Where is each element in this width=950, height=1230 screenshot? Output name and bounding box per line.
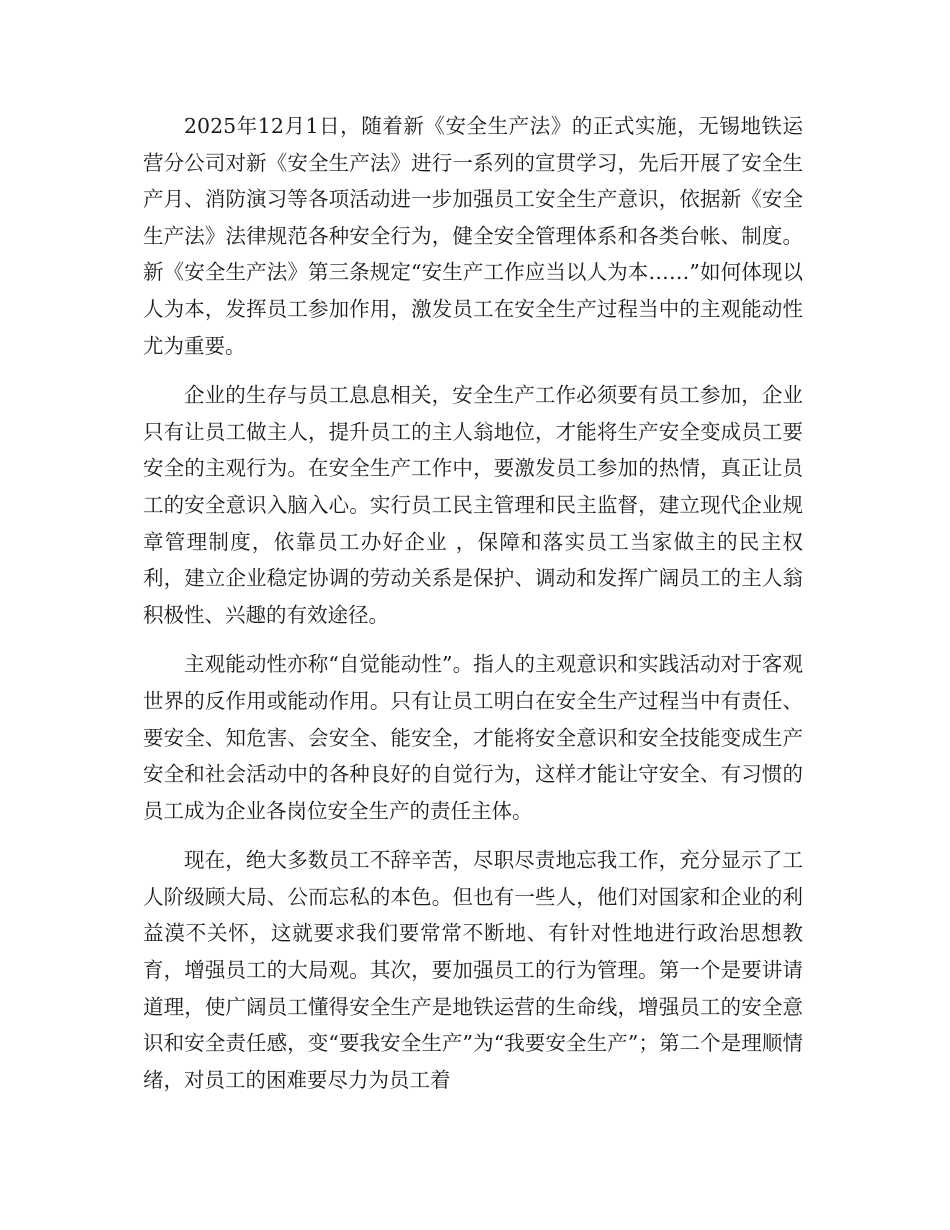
paragraph-1: 2025年12月1日，随着新《安全生产法》的正式实施，无锡地铁运营分公司对新《安全生产法》进行一系列的宣贯学习，先后开展了安全生产月、消防演习等各项活动进一步加强员工安全生产意识，依据新《安全生产法》法律规范各种安全行为，健全安全管理体系和各类台帐、制度。新《安全生产法》第三条规定“安生产工作应当以人为本……”如何体现以人为本，发挥员工参加作用，激发员工在安全生产过程当中的主观能动性尤为重要。 bbox=[143, 114, 803, 358]
paragraph-4: 现在，绝大多数员工不辞辛苦，尽职尽责地忘我工作，充分显示了工人阶级顾大局、公而忘私的本色。但也有一些人，他们对国家和企业的利益漠不关怀，这就要求我们要常常不断地、有针对性地进行政治思想教育，增强员工的大局观。其次，要加强员工的行为管理。第一个是要讲请道理，使广阔员工懂得安全生产是地铁运营的生命线，增强员工的安全意识和安全责任感，变“要我安全生产”为“我要安全生产”；第二个是理顺情绪，对员工的困难要尽力为员工着 bbox=[143, 848, 803, 1092]
document-body bbox=[143, 108, 803, 1111]
paragraph-3: 主观能动性亦称“自觉能动性”。指人的主观意识和实践活动对于客观世界的反作用或能动作用。只有让员工明白在安全生产过程当中有责任、要安全、知危害、会安全、能安全，才能将安全意识和安全技能变成生产安全和社会活动中的各种良好的自觉行为，这样才能让守安全、有习惯的员工成为企业各岗位安全生产的责任主体。 bbox=[143, 652, 803, 823]
paragraph-2: 企业的生存与员工息息相关，安全生产工作必须要有员工参加，企业只有让员工做主人，提升员工的主人翁地位，才能将生产安全变成员工要安全的主观行为。在安全生产工作中，要激发员工参加的热情，真正让员工的安全意识入脑入心。实行员工民主管理和民主监督，建立现代企业规章管理制度，依靠员工办好企业 ，保障和落实员工当家做主的民主权利，建立企业稳定协调的劳动关系是保护、调动和发挥广阔员工的主人翁积极性、兴趣的有效途径。 bbox=[143, 383, 803, 627]
